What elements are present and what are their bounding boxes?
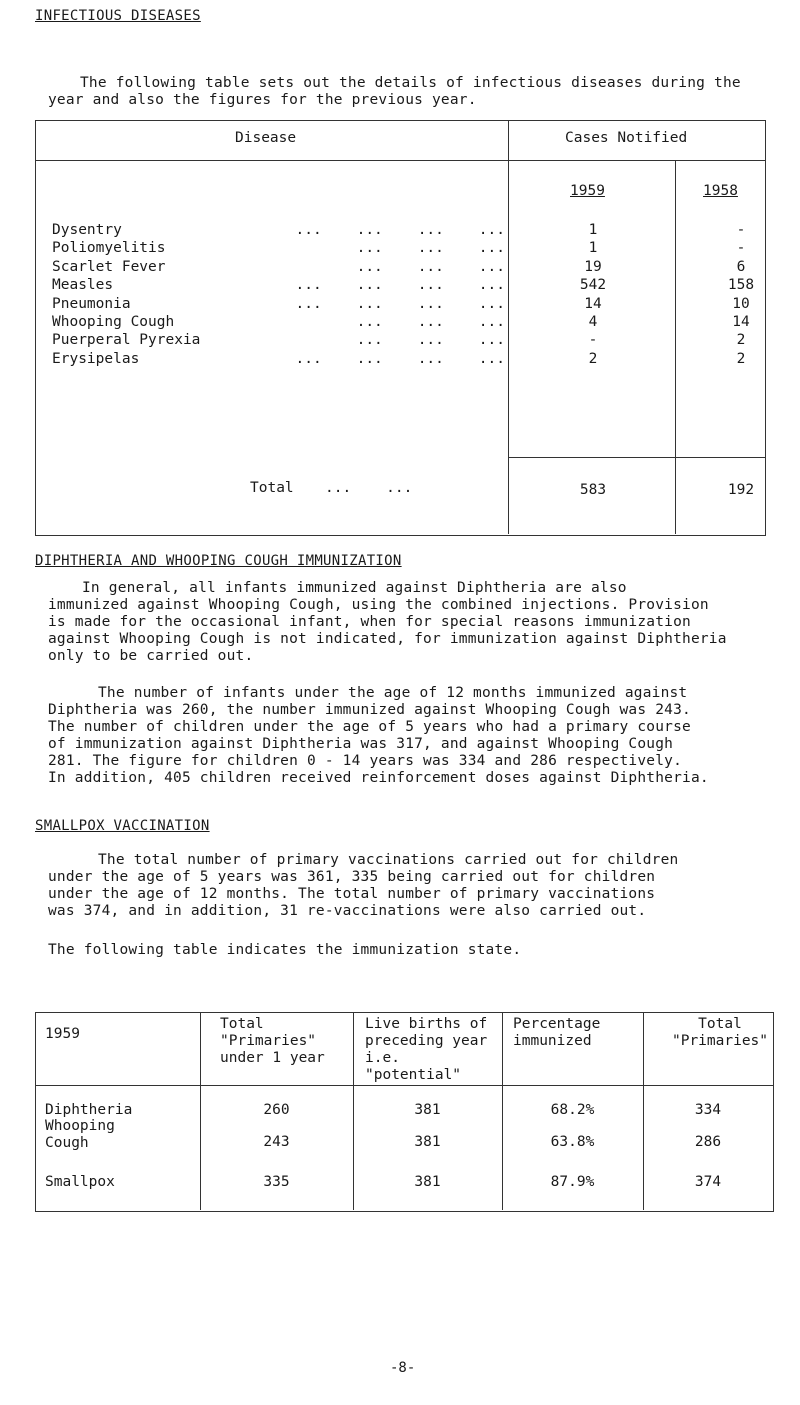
cases-1959: 1 (588, 240, 598, 257)
primaries-under-1: 260 (263, 1102, 290, 1118)
header-rule (35, 160, 765, 161)
vaccination-heading: SMALLPOX VACCINATION (35, 818, 210, 834)
line: immunized against Whooping Cough, using the combined injections. Provision (48, 597, 709, 613)
total-primaries: 286 (694, 1134, 722, 1150)
cases-1959: 4 (588, 314, 598, 330)
line: The total number of primary vaccinations carried out for children (98, 852, 679, 868)
cases-1958: 6 (736, 258, 746, 275)
percentage-immunized: 63.8% (550, 1134, 595, 1150)
disease-name: Puerperal Pyrexia (52, 332, 201, 349)
immunization-paragraph-1 (48, 580, 788, 665)
page-number: -8- (390, 1360, 416, 1376)
total-label: Total (250, 480, 294, 496)
cases-1959: 2 (588, 350, 598, 367)
disease-name: Pneumonia (52, 295, 131, 312)
line: was 374, and in addition, 31 re-vaccinations were also carried out. (48, 903, 647, 919)
header-disease: Disease (235, 130, 297, 146)
column-divider (675, 160, 676, 534)
vaccination-paragraph-2 (48, 942, 788, 959)
line: The number of children under the age of 5 years who had a primary course (48, 719, 691, 735)
leader-dots: ... ... ... (356, 240, 505, 257)
total-primaries: 374 (694, 1174, 722, 1190)
total-1959: 583 (579, 482, 607, 498)
intro-paragraph (48, 75, 768, 109)
cases-1958: - (736, 240, 746, 257)
col-header-live-births: Live births of preceding year i.e. "potential" (365, 1016, 488, 1083)
cases-1958: 10 (732, 295, 750, 312)
live-births: 381 (414, 1102, 441, 1118)
vaccine-name: Whooping Cough (45, 1118, 115, 1151)
total-rule (508, 457, 765, 458)
total-primaries: 334 (694, 1102, 722, 1118)
leader-dots: ... ... ... (356, 258, 505, 275)
percentage-immunized: 68.2% (550, 1102, 595, 1118)
cases-1958: 14 (732, 314, 750, 330)
line: In general, all infants immunized against Diphtheria are also (82, 580, 627, 596)
header-year-1959: 1959 (570, 183, 605, 199)
line: under the age of 12 months. The total number of primary vaccinations (48, 886, 656, 902)
cases-1958: - (736, 222, 746, 238)
percentage-immunized: 87.9% (550, 1174, 595, 1190)
vaccination-paragraph-1 (48, 852, 788, 920)
line: The following table indicates the immunization state. (48, 942, 522, 958)
disease-name: Whooping Cough (52, 314, 175, 330)
disease-name: Dysentry (52, 222, 122, 238)
diseases-table (35, 120, 765, 536)
leader-dots: ... ... ... (356, 332, 505, 349)
cases-1958: 2 (736, 350, 746, 367)
line: Diphtheria was 260, the number immunized against Whooping Cough was 243. (48, 702, 691, 718)
header-rule (35, 1085, 773, 1086)
leader-dots: ... ... ... (356, 314, 505, 330)
immunization-paragraph-2 (48, 685, 788, 787)
disease-name: Erysipelas (52, 350, 140, 367)
total-dots: ... ... (325, 480, 413, 496)
leader-dots: ... ... ... ... (295, 350, 505, 367)
line: is made for the occasional infant, when for special reasons immunization (48, 614, 691, 630)
column-divider (508, 120, 509, 534)
line: of immunization against Diphtheria was 317, and against Whooping Cough (48, 736, 674, 752)
vaccine-name: Diphtheria (45, 1102, 133, 1118)
primaries-under-1: 335 (263, 1174, 290, 1190)
primaries-under-1: 243 (263, 1134, 290, 1150)
disease-name: Poliomyelitis (52, 240, 166, 257)
cases-1959: 1 (588, 222, 598, 238)
cases-1959: 542 (579, 277, 607, 294)
cases-1958: 158 (727, 277, 755, 294)
header-year-1958: 1958 (703, 183, 738, 199)
leader-dots: ... ... ... ... (295, 295, 505, 312)
cases-1958: 2 (736, 332, 746, 349)
col-header-primaries-under-1: Total "Primaries" under 1 year (220, 1016, 325, 1066)
disease-name: Scarlet Fever (52, 258, 166, 275)
page-title: INFECTIOUS DISEASES (35, 8, 201, 24)
vaccine-name: Smallpox (45, 1174, 115, 1190)
live-births: 381 (414, 1174, 441, 1190)
line: only to be carried out. (48, 648, 254, 664)
cases-1959: 19 (584, 258, 602, 275)
total-1958: 192 (727, 482, 755, 498)
line: The number of infants under the age of 12 months immunized against (98, 685, 688, 701)
intro-text: The following table sets out the details of infectious diseases during the year and also the figures for the previous year. (48, 75, 741, 108)
cases-1959: 14 (584, 295, 602, 312)
line: against Whooping Cough is not indicated, for immunization against Diphtheria (48, 631, 727, 647)
col-header-year: 1959 (45, 1026, 80, 1042)
line: In addition, 405 children received reinforcement doses against Diphtheria. (48, 770, 709, 786)
col-header-total-primaries: Total "Primaries" (671, 1016, 769, 1049)
immunization-heading: DIPHTHERIA AND WHOOPING COUGH IMMUNIZATION (35, 553, 402, 569)
line: 281. The figure for children 0 - 14 years was 334 and 286 respectively. (48, 753, 683, 769)
disease-name: Measles (52, 277, 114, 294)
live-births: 381 (414, 1134, 441, 1150)
line: under the age of 5 years was 361, 335 being carried out for children (48, 869, 656, 885)
cases-1959: - (588, 332, 598, 349)
immunization-table (35, 1012, 773, 1212)
header-cases-notified: Cases Notified (565, 130, 688, 146)
col-header-percentage: Percentage immunized (513, 1016, 601, 1049)
leader-dots: ... ... ... ... (295, 222, 505, 238)
leader-dots: ... ... ... ... (295, 277, 505, 294)
